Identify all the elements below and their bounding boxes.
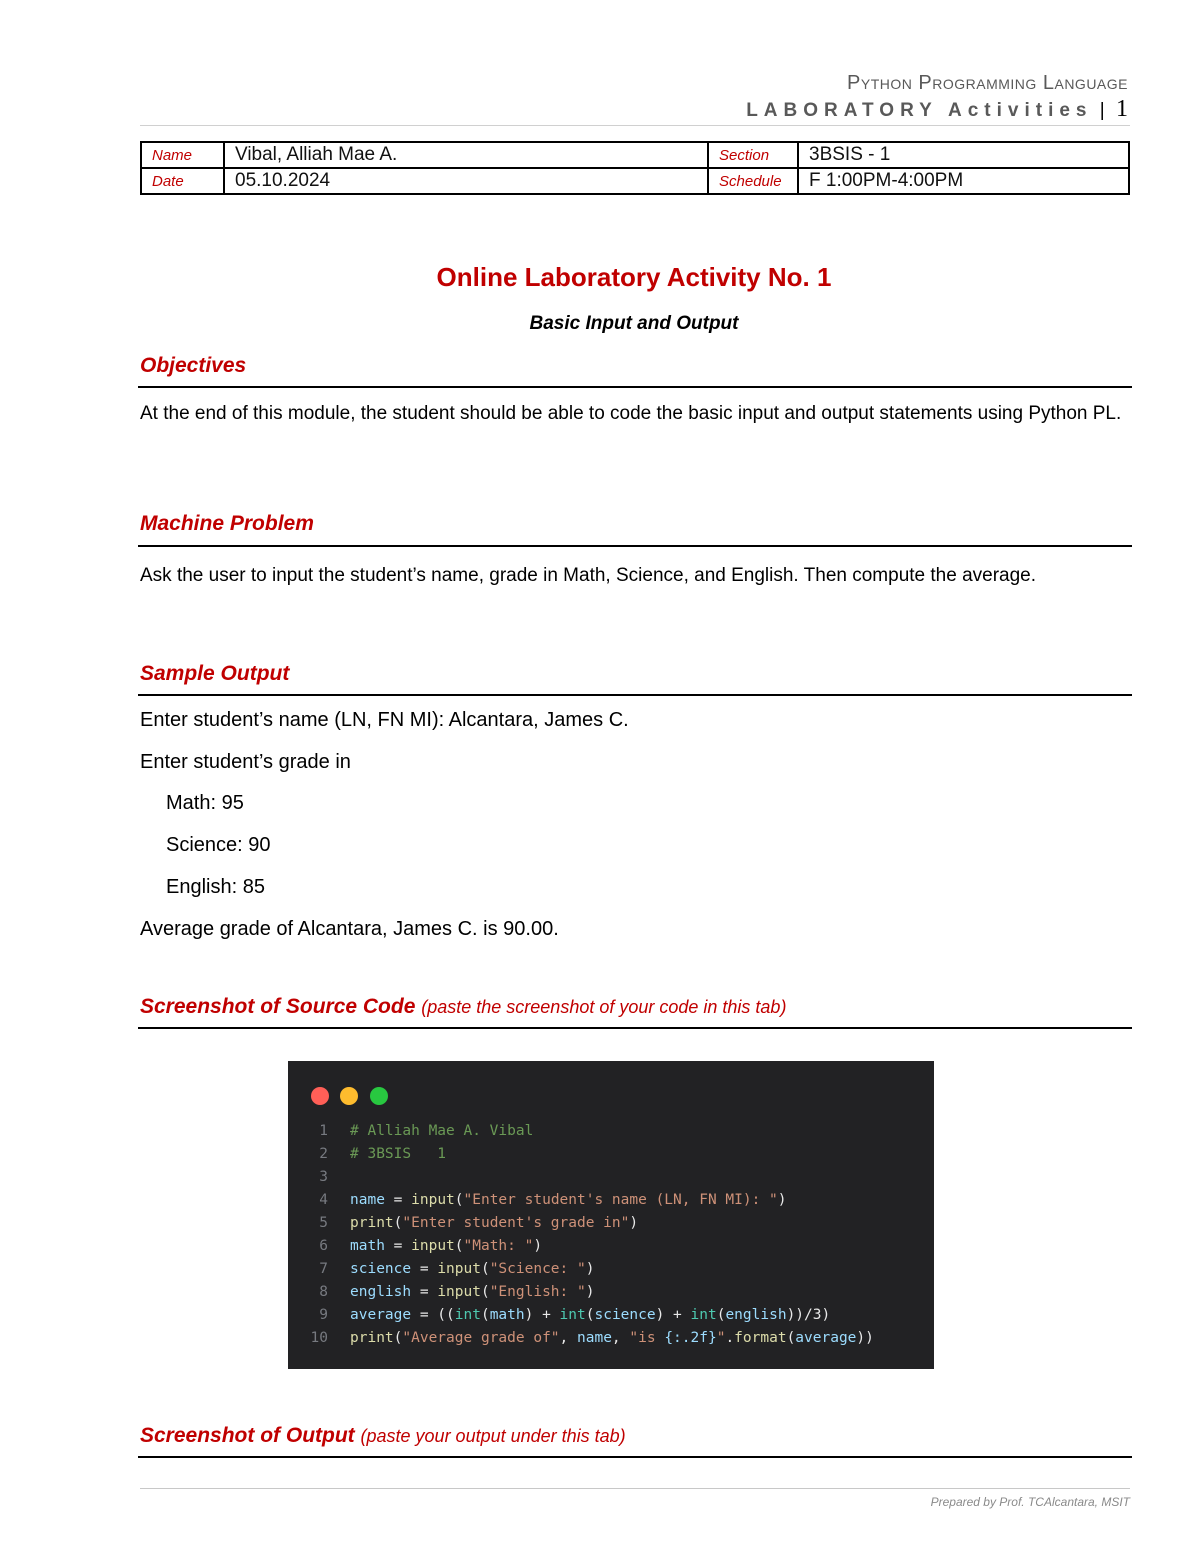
info-row-2 xyxy=(141,168,1129,194)
sample-output-science: Science: 90 xyxy=(166,834,271,856)
section-value: 3BSIS - 1 xyxy=(798,142,1129,168)
code-line: 9 average = ((int(math) + int(science) + int(english))/3) xyxy=(319,1307,831,1323)
name-value: Vibal, Alliah Mae A. xyxy=(224,142,708,168)
schedule-value: F 1:00PM-4:00PM xyxy=(798,168,1129,194)
code-line: 10 print("Average grade of", name, "is {:.2f}".format(average)) xyxy=(310,1330,874,1346)
sample-output-line-name: Enter student’s name (LN, FN MI): Alcantara, James C. xyxy=(140,709,629,731)
window-maximize-dot-icon xyxy=(370,1087,388,1105)
machine-problem-text: Ask the user to input the student’s name, grade in Math, Science, and English. Then compute the average. xyxy=(140,565,1037,586)
objectives-text: At the end of this module, the student should be able to code the basic input and output statements using Python PL. xyxy=(140,403,1122,424)
name-label: Name xyxy=(141,142,224,168)
code-line: 5 print("Enter student's grade in") xyxy=(319,1215,639,1231)
machine-problem-rule xyxy=(138,545,1132,547)
window-minimize-dot-icon xyxy=(340,1087,358,1105)
source-code-title: Screenshot of Source Code xyxy=(140,995,416,1018)
source-code-heading xyxy=(140,995,786,1019)
footer-credit: Prepared by Prof. TCAlcantara, MSIT xyxy=(930,1495,1130,1509)
code-line: 6 math = input("Math: ") xyxy=(319,1238,543,1254)
schedule-label: Schedule xyxy=(708,168,798,194)
output-note: (paste your output under this tab) xyxy=(360,1426,626,1446)
date-label: Date xyxy=(141,168,224,194)
source-code-note: (paste the screenshot of your code in this tab) xyxy=(421,997,787,1017)
code-screenshot xyxy=(288,1061,934,1369)
student-info-table xyxy=(140,141,1130,195)
machine-problem-heading: Machine Problem xyxy=(140,512,314,535)
section-label: Section xyxy=(708,142,798,168)
date-value: 05.10.2024 xyxy=(224,168,708,194)
source-code-rule xyxy=(138,1027,1132,1029)
code-line: 7 science = input("Science: ") xyxy=(319,1261,595,1277)
header-lab-line xyxy=(746,96,1128,123)
info-row-1 xyxy=(141,142,1129,168)
objectives-rule xyxy=(138,386,1132,388)
sample-output-english: English: 85 xyxy=(166,876,265,898)
output-heading xyxy=(140,1424,626,1448)
sample-output-heading: Sample Output xyxy=(140,662,290,685)
header-separator: | xyxy=(1099,100,1105,121)
activity-title: Online Laboratory Activity No. 1 xyxy=(436,262,832,292)
header-rule xyxy=(140,125,1130,126)
sample-output-math: Math: 95 xyxy=(166,792,244,814)
header-lab-title: LABORATORY Activities xyxy=(746,100,1093,121)
code-line: 4 name = input("Enter student's name (LN, FN MI): ") xyxy=(319,1192,787,1208)
sample-output-rule xyxy=(138,694,1132,696)
activity-subtitle: Basic Input and Output xyxy=(529,313,739,334)
footer-rule xyxy=(140,1488,1130,1489)
code-line: 2 # 3BSIS 1 xyxy=(319,1146,447,1162)
sample-output-line-grade: Enter student’s grade in xyxy=(140,751,351,773)
header-course-title: Python Programming Language xyxy=(847,72,1128,94)
objectives-heading: Objectives xyxy=(140,354,247,377)
output-title: Screenshot of Output xyxy=(140,1424,355,1447)
code-line: 8 english = input("English: ") xyxy=(319,1284,595,1300)
output-rule xyxy=(138,1456,1132,1458)
page-number: 1 xyxy=(1116,96,1128,122)
sample-output-average: Average grade of Alcantara, James C. is 90.00. xyxy=(140,918,559,940)
code-line: 3 xyxy=(319,1169,328,1185)
code-line: 1 # Alliah Mae A. Vibal xyxy=(319,1123,534,1139)
window-close-dot-icon xyxy=(311,1087,329,1105)
